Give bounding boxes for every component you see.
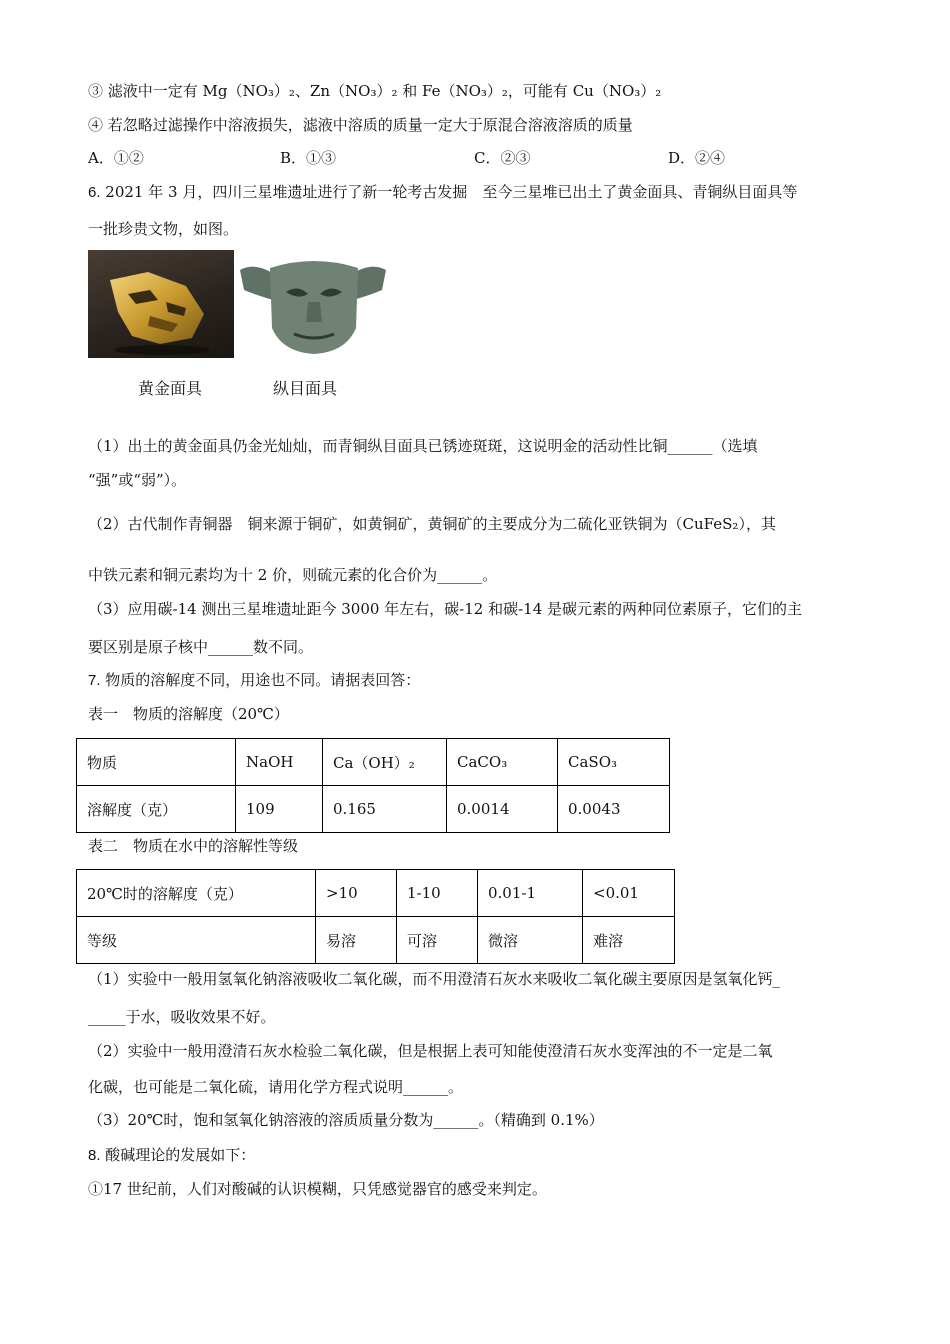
gold-mask-caption: 黄金面具 bbox=[138, 379, 203, 398]
table-cell: 物质 bbox=[77, 739, 236, 786]
q5-statement-4: ④ 若忽略过滤操作中溶液损失，滤液中溶质的质量一定大于原混合溶液溶质的质量 bbox=[88, 116, 633, 134]
table-cell: 0.0014 bbox=[447, 786, 558, 833]
q6-part-2: （2）古代制作青铜器 铜来源于铜矿，如黄铜矿，黄铜矿的主要成分为二硫化亚铁铜为（CuFeS₂），其 bbox=[88, 515, 776, 533]
table-cell: 0.0043 bbox=[558, 786, 670, 833]
q8-stem: 8. 酸碱理论的发展如下： bbox=[88, 1146, 256, 1164]
q6-stem-cont: 一批珍贵文物，如图。 bbox=[88, 220, 239, 238]
q6-part-1: （1）出土的黄金面具仍金光灿灿，而青铜纵目面具已锈迹斑斑，这说明金的活动性比铜______（选填 bbox=[88, 437, 758, 455]
table-cell: 20℃时的溶解度（克） bbox=[77, 870, 316, 917]
table-cell: 等级 bbox=[77, 917, 316, 964]
question-number: 6. bbox=[88, 184, 101, 201]
table-row bbox=[77, 917, 675, 964]
solubility-grade-table bbox=[76, 869, 675, 964]
bronze-mask-caption: 纵目面具 bbox=[273, 379, 338, 398]
solubility-table bbox=[76, 738, 670, 833]
q8-statement-1: ①17 世纪前，人们对酸碱的认识模糊，只凭感觉器官的感受来判定。 bbox=[88, 1180, 547, 1198]
q5-statement-3: ③ 滤液中一定有 Mg（NO₃）₂、Zn（NO₃）₂ 和 Fe（NO₃）₂，可能有 Cu（NO₃）₂ bbox=[88, 82, 662, 100]
option-c: C．②③ bbox=[474, 149, 531, 167]
table-cell: 微溶 bbox=[478, 917, 583, 964]
table-row bbox=[77, 870, 675, 917]
gold-mask-image bbox=[88, 250, 234, 358]
q5-options bbox=[88, 148, 888, 168]
question-number: 7. bbox=[88, 672, 101, 689]
table-row bbox=[77, 739, 670, 786]
q6-part-3: （3）应用碳-14 测出三星堆遗址距今 3000 年左右，碳-12 和碳-14 是碳元素的两种同位素原子，它们的主 bbox=[88, 600, 803, 618]
table-cell: 难溶 bbox=[583, 917, 675, 964]
q6-part-2-cont: 中铁元素和铜元素均为十 2 价，则硫元素的化合价为______。 bbox=[88, 566, 498, 584]
table-cell: 1-10 bbox=[397, 870, 478, 917]
table-cell: 109 bbox=[236, 786, 323, 833]
option-a: A．①② bbox=[88, 149, 144, 167]
question-number: 8. bbox=[88, 1147, 101, 1164]
table-cell: 0.01-1 bbox=[478, 870, 583, 917]
q7-part-3: （3）20℃时，饱和氢氧化钠溶液的溶质质量分数为______。（精确到 0.1%） bbox=[88, 1111, 604, 1129]
table-1-title: 表一 物质的溶解度（20℃） bbox=[88, 705, 289, 723]
q6-part-3-cont: 要区别是原子核中______数不同。 bbox=[88, 638, 314, 656]
table-cell: CaSO₃ bbox=[558, 739, 670, 786]
table-cell: CaCO₃ bbox=[447, 739, 558, 786]
q7-part-1: （1）实验中一般用氢氧化钠溶液吸收二氧化碳，而不用澄清石灰水来吸收二氧化碳主要原因是氢氧化钙_ bbox=[88, 970, 781, 988]
option-b: B．①③ bbox=[280, 149, 337, 167]
q7-part-1-cont: _____于水，吸收效果不好。 bbox=[88, 1008, 276, 1026]
table-cell: Ca（OH）₂ bbox=[323, 739, 447, 786]
table-cell: 可溶 bbox=[397, 917, 478, 964]
table-cell: 0.165 bbox=[323, 786, 447, 833]
option-d: D．②④ bbox=[668, 149, 726, 167]
table-row bbox=[77, 786, 670, 833]
table-2-title: 表二 物质在水中的溶解性等级 bbox=[88, 837, 299, 855]
table-cell: >10 bbox=[316, 870, 397, 917]
bronze-mask-image bbox=[236, 250, 390, 358]
q6-part-1-cont: “强”或“弱”）。 bbox=[88, 471, 187, 489]
q7-part-2-cont: 化碳，也可能是二氧化硫，请用化学方程式说明______。 bbox=[88, 1078, 464, 1096]
table-cell: NaOH bbox=[236, 739, 323, 786]
q7-stem: 7. 物质的溶解度不同，用途也不同。请据表回答： bbox=[88, 671, 421, 689]
q7-part-2: （2）实验中一般用澄清石灰水检验二氧化碳，但是根据上表可知能使澄清石灰水变浑浊的不一定是二氧 bbox=[88, 1042, 773, 1060]
table-cell: <0.01 bbox=[583, 870, 675, 917]
table-cell: 易溶 bbox=[316, 917, 397, 964]
q6-stem: 6. 2021 年 3 月，四川三星堆遗址进行了新一轮考古发掘 至今三星堆已出土了黄金面具、青铜纵目面具等 bbox=[88, 183, 798, 201]
table-cell: 溶解度（克） bbox=[77, 786, 236, 833]
